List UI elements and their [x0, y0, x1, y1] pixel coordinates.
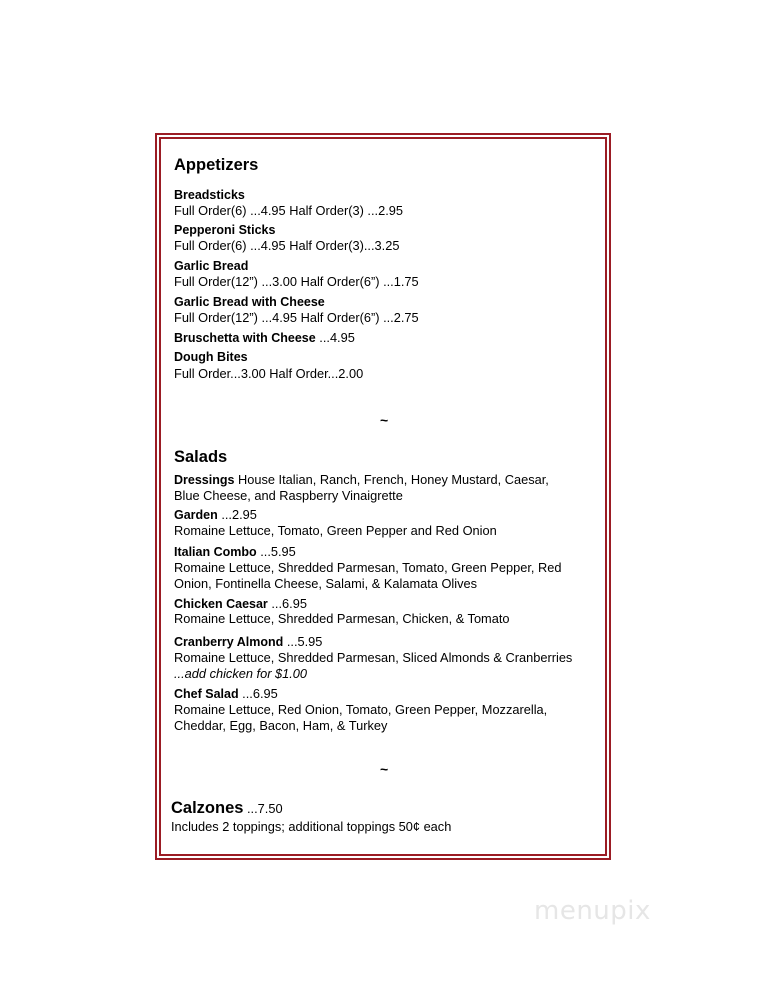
- appetizer-price: Full Order(12”) ...4.95 Half Order(6”) ...2.75: [174, 310, 419, 325]
- section-separator: ~: [380, 412, 389, 428]
- salad-header: [174, 596, 307, 612]
- salad-name: Garden: [174, 508, 218, 522]
- salad-name: Chicken Caesar: [174, 597, 268, 611]
- appetizer-price: Full Order(12”) ...3.00 Half Order(6”) ...1.75: [174, 274, 419, 289]
- dressings-list: House Italian, Ranch, French, Honey Mustard, Caesar,: [234, 472, 549, 487]
- salad-price: ...6.95: [238, 686, 278, 701]
- salad-header: [174, 686, 278, 702]
- appetizer-price: Full Order(6) ...4.95 Half Order(3)...3.25: [174, 238, 400, 253]
- salad-description: Romaine Lettuce, Tomato, Green Pepper and Red Onion: [174, 523, 497, 538]
- salad-header: [174, 507, 257, 523]
- watermark-logo: menupix: [534, 896, 651, 926]
- section-separator: ~: [380, 761, 389, 777]
- calzones-header: [171, 799, 283, 818]
- salad-price: ...5.95: [283, 634, 323, 649]
- appetizer-name: Breadsticks: [174, 188, 245, 202]
- salads-heading: Salads: [174, 448, 228, 466]
- salad-description: Romaine Lettuce, Red Onion, Tomato, Green Pepper, Mozzarella,: [174, 702, 548, 717]
- salad-name: Cranberry Almond: [174, 635, 284, 649]
- dressings-list-continued: Blue Cheese, and Raspberry Vinaigrette: [174, 488, 403, 503]
- appetizers-heading: Appetizers: [174, 156, 259, 174]
- salad-description: Romaine Lettuce, Shredded Parmesan, Sliced Almonds & Cranberries: [174, 650, 573, 665]
- salad-description: Romaine Lettuce, Shredded Parmesan, Chicken, & Tomato: [174, 611, 510, 626]
- salad-description: Onion, Fontinella Cheese, Salami, & Kalamata Olives: [174, 576, 478, 591]
- appetizer-name: Pepperoni Sticks: [174, 223, 276, 237]
- calzones-heading: Calzones: [171, 799, 244, 817]
- salad-description: Cheddar, Egg, Bacon, Ham, & Turkey: [174, 718, 388, 733]
- dressings-line: [174, 472, 549, 488]
- appetizer-name: Garlic Bread: [174, 259, 249, 273]
- appetizer-price: ...4.95: [315, 330, 355, 345]
- appetizer-inline: [174, 330, 355, 346]
- salad-price: ...5.95: [256, 544, 296, 559]
- calzones-description: Includes 2 toppings; additional toppings 50¢ each: [171, 819, 452, 834]
- appetizer-name: Dough Bites: [174, 350, 248, 364]
- salad-addon-note: ...add chicken for $1.00: [174, 666, 308, 681]
- salad-name: Italian Combo: [174, 545, 257, 559]
- salad-name: Chef Salad: [174, 687, 239, 701]
- appetizer-name: Bruschetta with Cheese: [174, 331, 316, 345]
- salad-price: ...6.95: [267, 596, 307, 611]
- appetizer-price: Full Order(6) ...4.95 Half Order(3) ...2.95: [174, 203, 404, 218]
- dressings-label: Dressings: [174, 473, 235, 487]
- salad-price: ...2.95: [217, 507, 257, 522]
- appetizer-price: Full Order...3.00 Half Order...2.00: [174, 366, 364, 381]
- salad-header: [174, 634, 322, 650]
- salad-header: [174, 544, 296, 560]
- appetizer-name: Garlic Bread with Cheese: [174, 295, 325, 309]
- calzones-price: ...7.50: [243, 801, 283, 816]
- salad-description: Romaine Lettuce, Shredded Parmesan, Tomato, Green Pepper, Red: [174, 560, 562, 575]
